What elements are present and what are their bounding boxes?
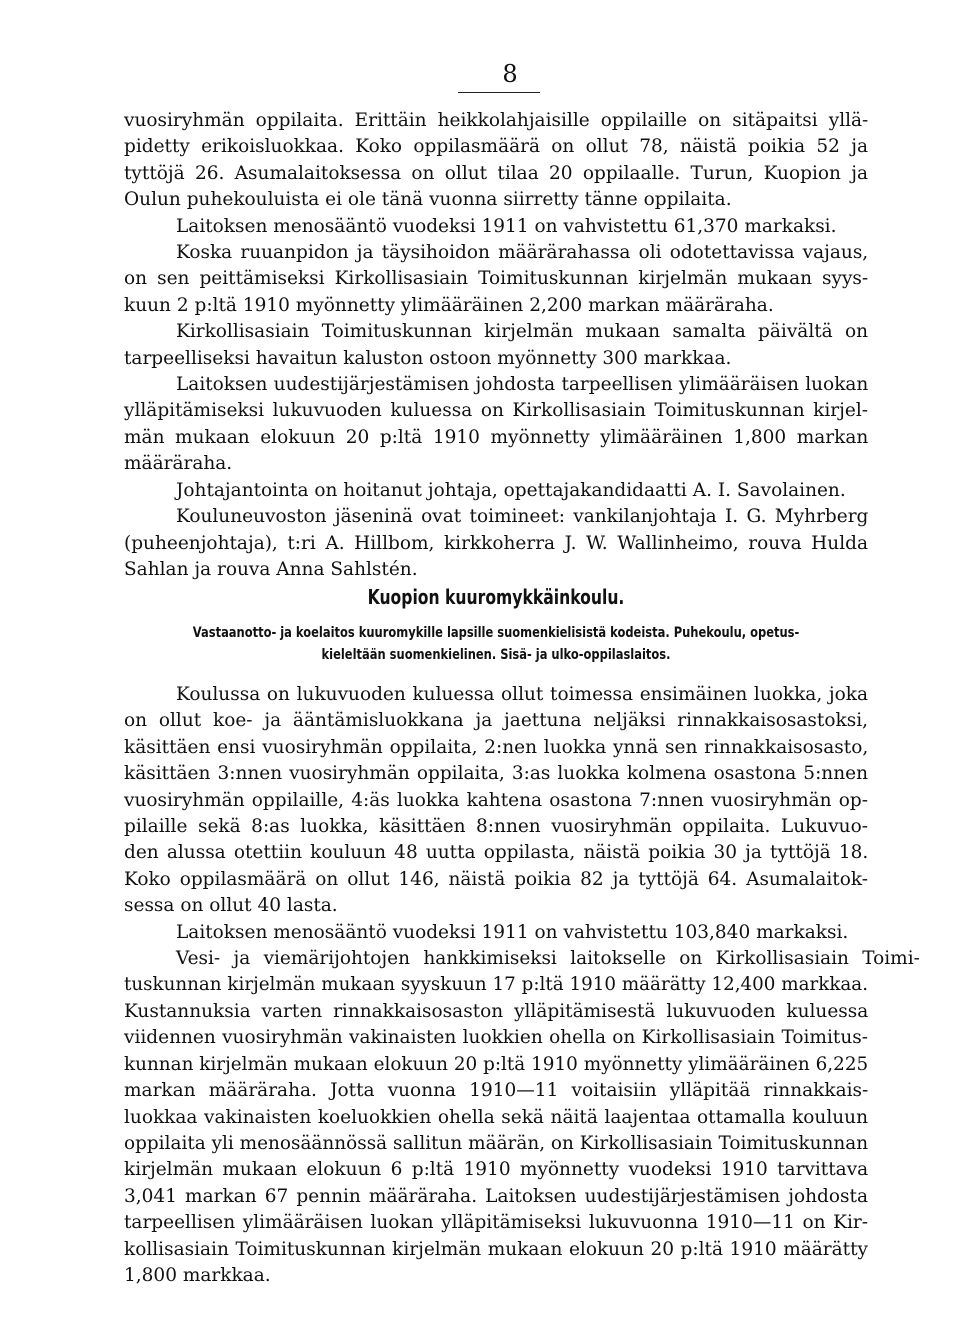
page-number: 8 bbox=[502, 60, 518, 88]
text-line: Kustannuksia varten rinnakkaisosaston ylläpitämisestä lukuvuoden kuluessa bbox=[124, 1000, 869, 1022]
text-line: Oulun puhekouluista ei ole tänä vuonna siirretty tänne oppilaita. bbox=[124, 189, 732, 211]
text-line: ylläpitämiseksi lukuvuoden kuluessa on Kirkollisasiain Toimituskunnan kirjel- bbox=[124, 400, 868, 422]
text-line: tyttöjä 26. Asumalaitoksessa on ollut tilaa 20 oppilaalle. Turun, Kuopion ja bbox=[124, 162, 868, 184]
text-line: pilaille sekä 8:as luokka, käsittäen 8:nnen vuosiryhmän oppilaita. Lukuvuo- bbox=[124, 816, 868, 838]
text-line: kirjelmän mukaan elokuun 6 p:ltä 1910 myönnetty vuodeksi 1910 tarvittava bbox=[124, 1159, 869, 1181]
section-1-text bbox=[124, 108, 868, 583]
text-line: tuskunnan kirjelmän mukaan syyskuun 17 p:ltä 1910 määrätty 12,400 markkaa. bbox=[124, 974, 868, 996]
subheading-line: Vastaanotto- ja koelaitos kuuromykille lapsille suomenkielisistä kodeista. Puhekoulu, opetus- bbox=[192, 625, 800, 641]
text-line: (puheenjohtaja), t:ri A. Hillbom, kirkkoherra J. W. Wallinheimo, rouva Hulda bbox=[124, 532, 868, 554]
text-line: oppilaita yli menosäännössä sallitun määrän, on Kirkollisasiain Toimituskunnan bbox=[124, 1132, 869, 1154]
section-subheading bbox=[124, 622, 868, 666]
text-line: kunnan kirjelmän mukaan elokuun 20 p:ltä 1910 myönnetty ylimääräinen 6,225 bbox=[124, 1053, 869, 1075]
text-line: Johtajantointa on hoitanut johtaja, opettajakandidaatti A. I. Savolainen. bbox=[176, 479, 846, 501]
text-line: Sahlan ja rouva Anna Sahlstén. bbox=[124, 558, 418, 580]
text-line: Kouluneuvoston jäseninä ovat toimineet: vankilanjohtaja I. G. Myhrberg bbox=[176, 506, 869, 528]
text-line: Kirkollisasiain Toimituskunnan kirjelmän mukaan samalta päivältä on bbox=[176, 321, 868, 343]
text-line: Koko oppilasmäärä on ollut 146, näistä poikia 82 ja tyttöjä 64. Asumalaitok- bbox=[124, 868, 868, 890]
text-line: markan määräraha. Jotta vuonna 1910—11 voitaisiin ylläpitää rinnakkais- bbox=[124, 1080, 869, 1102]
text-line: Koulussa on lukuvuoden kuluessa ollut toimessa ensimäinen luokka, joka bbox=[176, 684, 868, 705]
text-line: käsittäen ensi vuosiryhmän oppilaita, 2:nen luokka ynnä sen rinnakkaisosasto, bbox=[124, 736, 869, 758]
text-line: män mukaan elokuun 20 p:ltä 1910 myönnetty ylimääräinen 1,800 markan bbox=[124, 426, 869, 448]
text-line: sessa on ollut 40 lasta. bbox=[124, 895, 338, 917]
section-2-text bbox=[124, 682, 920, 1289]
text-line: pidetty erikoisluokkaa. Koko oppilasmäärä on ollut 78, näistä poikia 52 ja bbox=[124, 136, 868, 158]
text-line: Laitoksen menosääntö vuodeksi 1911 on vahvistettu 61,370 markaksi. bbox=[176, 215, 837, 237]
section-heading: Kuopion kuuromykkäinkoulu. bbox=[367, 585, 625, 609]
text-line: den alussa otettiin kouluun 48 uutta oppilasta, näistä poikia 30 ja tyttöjä 18. bbox=[124, 842, 869, 864]
text-line: Vesi- ja viemärijohtojen hankkimiseksi laitokselle on Kirkollisasiain Toimi- bbox=[175, 948, 920, 970]
text-line: 3,041 markan 67 pennin määräraha. Laitoksen uudestijärjestämisen johdosta bbox=[124, 1185, 868, 1207]
text-line: vuosiryhmän oppilaita. Erittäin heikkolahjaisille oppilaille on sitäpaitsi yllä- bbox=[124, 110, 869, 131]
text-line: luokkaa vakinaisten koeluokkien ohella sekä näitä laajentaa ottamalla kouluun bbox=[124, 1106, 868, 1128]
text-line: vuosiryhmän oppilaille, 4:äs luokka kahtena osastona 7:nnen vuosiryhmän op- bbox=[124, 789, 868, 811]
text-line: kollisasiain Toimituskunnan kirjelmän mukaan elokuun 20 p:ltä 1910 määrätty bbox=[124, 1238, 868, 1260]
text-line: Laitoksen uudestijärjestämisen johdosta tarpeellisen ylimääräisen luokan bbox=[176, 374, 869, 396]
text-line: Koska ruuanpidon ja täysihoidon määrärahassa oli odotettavissa vajaus, bbox=[176, 242, 869, 264]
text-line: Laitoksen menosääntö vuodeksi 1911 on vahvistettu 103,840 markaksi. bbox=[176, 921, 849, 943]
text-line: määräraha. bbox=[124, 453, 233, 475]
text-line: on ollut koe- ja ääntämisluokkana ja jaettuna neljäksi rinnakkaisosastoksi, bbox=[124, 710, 868, 732]
text-line: tarpeelliseksi havaitun kaluston ostoon myönnetty 300 markkaa. bbox=[124, 347, 732, 369]
text-line: on sen peittämiseksi Kirkollisasiain Toimituskunnan kirjelmän mukaan syys- bbox=[124, 268, 869, 290]
text-line: käsittäen 3:nnen vuosiryhmän oppilaita, 3:as luokka kolmena osastona 5:nnen bbox=[124, 763, 868, 785]
text-line: tarpeellisen ylimääräisen luokan ylläpitämiseksi lukuvuonna 1910—11 on Kir- bbox=[124, 1212, 868, 1234]
text-line: kuun 2 p:ltä 1910 myönnetty ylimääräinen 2,200 markan määräraha. bbox=[124, 294, 774, 316]
page-number-rule bbox=[458, 92, 540, 93]
text-line: viidennen vuosiryhmän vakinaisten luokkien ohella on Kirkollisasiain Toimitus- bbox=[124, 1027, 868, 1049]
subheading-line: kieleltään suomenkielinen. Sisä- ja ulko-oppilaslaitos. bbox=[321, 647, 671, 663]
text-line: 1,800 markkaa. bbox=[124, 1264, 271, 1286]
